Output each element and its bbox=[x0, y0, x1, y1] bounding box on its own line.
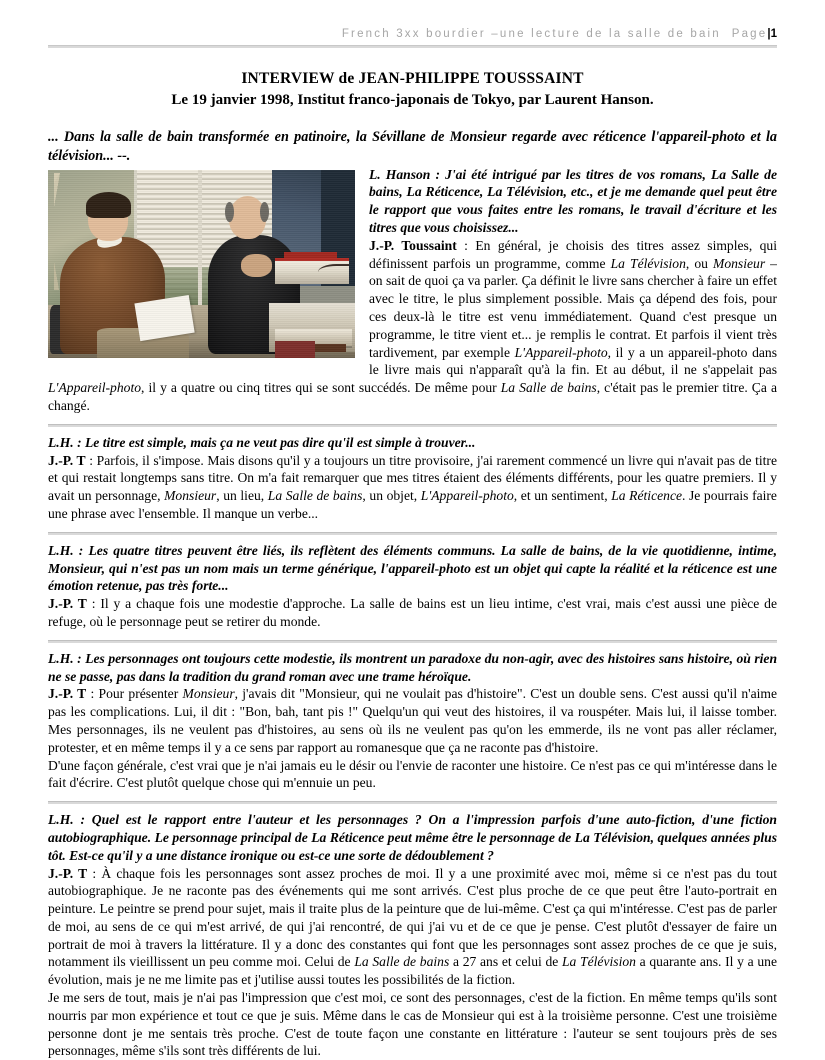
running-header bbox=[48, 0, 777, 41]
page-label: Page bbox=[731, 28, 768, 40]
book-title: La Réticence bbox=[611, 488, 683, 504]
answer-text: , un lieu, bbox=[216, 488, 268, 504]
question-text: quelques années plus tôt. Est-ce qu'il y a une distance ironique ou est-ce une sorte de dédoublement ? bbox=[48, 829, 778, 863]
page-separator: | bbox=[767, 28, 771, 40]
answer-text: – on sait de quoi ça va parler. Ça définit le livre sans chercher à faire un effet avec le titre, le plus simplement possible. Mais ça dépend des fois, pour ces deux-là le titre est venu immédiatement. Quand c'est presque un programme, le titre vient et... je remplis le contrat. Et parfois il vient très tardivement, par exemple bbox=[369, 255, 777, 360]
answer-text: : Parfois, il s'impose. Mais disons qu'il y a toujours un titre provisoire, j'ai rarement commencé un livre qui n'avait pas de titre et qui restait longtemps sans titre. On m'a fait remarquer que mes titres étaient des éléments différents, pour les quatre premiers. Il y avait un personnage, bbox=[48, 452, 777, 504]
answer-text: , j'avais dit "Monsieur, qui ne voulait pas d'histoire". C'est un double sens. C'est aussi qu'il n'aime pas les complications. Lui, il dit : "Bon, bah, tant pis !" Quelqu'un qui veut des histoires, il va rouspéter. Mais lui, il laisse tomber. Mes personnages, ils ne veulent pas d'histoires, au sens où ils ne veulent pas qu'on les emmerde, ils ne vont pas aller réclamer, protester, et en même temps il y a ce sens par rapport au romanesque que ça ne raconte pas d'histoire. bbox=[48, 686, 778, 755]
photo-window-mullion bbox=[198, 170, 202, 309]
question-text: peut même être le personnage de bbox=[384, 829, 575, 845]
question-text: Quel est le rapport entre l'auteur et les personnages ? On a l'impression parfois d'une auto-fiction, d'une fiction autobiographique. Le personnage principal de bbox=[48, 812, 777, 845]
question-text: J'ai été intrigué par les titres de vos romans, bbox=[445, 166, 711, 182]
answer-speaker: J.-P. T bbox=[48, 596, 87, 612]
answer-speaker: J.-P. Toussaint bbox=[369, 237, 457, 253]
running-header-title: French 3xx bourdier –une lecture de la salle de bain bbox=[341, 28, 721, 40]
book-title-bold: Monsieur, bbox=[48, 560, 106, 576]
photo-red-chair bbox=[275, 341, 315, 358]
answer-text: , et un sentiment, bbox=[513, 488, 612, 504]
photo-author-hands bbox=[241, 254, 272, 277]
book-title: La Télévision bbox=[610, 255, 686, 271]
question-text: Les quatre titres peuvent être liés, ils reflètent des éléments communs. bbox=[88, 542, 501, 558]
answer-speaker: J.-P. T bbox=[48, 452, 86, 468]
interview-photo-image bbox=[48, 170, 355, 358]
answer-paragraph bbox=[48, 685, 777, 756]
answer-text: : Il y a chaque fois une modestie d'approche. La salle de bains est un lieu intime, c'est vrai, mais c'est aussi une pièce de refuge, où le personnage peut se retirer du monde. bbox=[48, 596, 777, 629]
answer-text: , ou bbox=[685, 255, 714, 271]
book-title: Monsieur bbox=[182, 686, 235, 702]
book-title: Monsieur bbox=[164, 488, 217, 504]
answer-text: a quarante ans. Il y a une évolution, mais je ne me limite pas et j'utilise aussi toutes les possibilités de la fiction. bbox=[48, 954, 777, 988]
book-title: L'Appareil-photo bbox=[420, 488, 514, 504]
question-text: qui n'est pas un nom mais un terme générique, l'appareil-photo est un objet qui capte la réalité et la réticence est une émotion retenue, pas très forte... bbox=[48, 560, 777, 594]
question-speaker: L.H. : bbox=[48, 434, 85, 450]
book-title: L'Appareil-photo bbox=[48, 380, 142, 396]
answer-paragraph bbox=[48, 595, 777, 631]
interview-content bbox=[48, 166, 777, 1060]
question-text: etc., et je me demande quel peut être le rapport que vous faites entre les romans, le travail d'écriture et les titres que vous choisissez... bbox=[369, 184, 777, 235]
answer-paragraph bbox=[48, 865, 777, 990]
answer-text: : À chaque fois les personnages sont assez proches de moi. Il y a une proximité avec moi, même si ce n'est pas du tout autobiographique. Je ne raconte pas des événements qui me sont arrivés. C'est plus proche de ce que peut être l'auto-portrait en peinture. Le peintre se prend pour sujet, mais il traite plus de la peinture que de lui-même. C'est ça qui m'intéresse. C'est pas de parler de moi, au sens de ce qui m'est arrivé, de qui j'ai rencontré, de qui j'ai vu et de ce que je pense. C'est plutôt d'essayer de faire un portrait de moi à travers la littérature. Il y a donc des constantes qui font que les personnages sont assez proches de ce que je suis, notamment ils vieillissent un peu comme moi. Celui de bbox=[48, 865, 777, 970]
book-title: La Salle de bains bbox=[354, 954, 450, 970]
answer-text: , il y a un appareil-photo dans le livre mais qui n'apparaît qu'à la fin. Et au début, il ne s'appelait pas bbox=[369, 344, 778, 378]
header-divider bbox=[48, 45, 777, 48]
title-block bbox=[48, 68, 777, 112]
answer-speaker: J.-P. T bbox=[48, 865, 88, 881]
answer-text: . Je pourrais faire une phrase avec l'ensemble. Il manque un verbe... bbox=[48, 488, 777, 521]
answer-text: : En général, je choisis des titres assez simples, qui définissent parfois un programme, comme bbox=[369, 237, 777, 271]
answer-text: : Pour présenter bbox=[86, 686, 183, 702]
page-subtitle: Le 19 janvier 1998, Institut franco-japonais de Tokyo, par Laurent Hanson. bbox=[171, 92, 654, 109]
page-title: INTERVIEW de JEAN-PHILIPPE TOUSSSAINT bbox=[241, 69, 584, 87]
book-title-bold: La Télévision, bbox=[574, 829, 655, 845]
question-speaker: L.H. : bbox=[48, 542, 89, 558]
photo-author-hair-left bbox=[225, 202, 234, 223]
section-divider bbox=[48, 801, 777, 804]
answer-speaker: J.-P. T bbox=[48, 686, 87, 702]
photo-author-hair-right bbox=[260, 202, 269, 223]
answer-paragraph: Je me sers de tout, mais je n'ai pas l'impression que c'est moi, ce sont des personnages, c'est de la fiction. En même temps qu'ils sont nourris par mon expérience et tout ce que je suis. Même dans le cas de Monsieur qui est à la troisième personne. C'est une troisième personne dont je me sentais très proche. C'est de toute façon une constante en littérature : l'auteur se sent toujours près de ses personnages, même s'ils sont très différents de lui. bbox=[48, 990, 777, 1059]
section-divider bbox=[48, 532, 777, 535]
interview-photo bbox=[48, 170, 355, 358]
section-divider bbox=[48, 640, 777, 643]
question-text: Les personnages ont toujours cette modestie, ils montrent un paradoxe du non-agir, avec des histoires sans histoire, où rien ne se passe, pas dans la tradition du grand roman avec une trame héroïque. bbox=[48, 650, 777, 684]
question-speaker: L. Hanson : bbox=[369, 166, 446, 182]
question-paragraph bbox=[48, 811, 777, 864]
photo-interviewer-hair bbox=[86, 192, 131, 218]
answer-text: , un objet, bbox=[362, 488, 421, 504]
question-paragraph bbox=[48, 542, 777, 595]
book-title-bold: La Réticence bbox=[311, 829, 385, 845]
book-title: L'Appareil-photo bbox=[514, 344, 608, 360]
page-number: 1 bbox=[770, 28, 777, 40]
book-title-bold: La Salle de bains, La Réticence, La Télévision, bbox=[369, 166, 777, 200]
photo-cable bbox=[318, 264, 349, 277]
book-title: La Salle de bains bbox=[267, 488, 363, 504]
answer-text: , c'était pas le premier titre. Ça a changé. bbox=[48, 380, 777, 413]
book-title-bold: La salle de bains, bbox=[500, 542, 604, 558]
answer-paragraph: D'une façon générale, c'est vrai que je n'ai jamais eu le désir ou l'envie de raconter une histoire. Ce n'est pas ce qui m'intéresse dans le fait d'écrire. C'est plutôt quelque chose qui m'ennuie un peu. bbox=[48, 757, 777, 791]
answer-text: a 27 ans et celui de bbox=[449, 954, 562, 970]
book-title: Monsieur bbox=[713, 255, 766, 271]
question-speaker: L.H. : bbox=[48, 650, 86, 666]
question-paragraph bbox=[48, 650, 777, 686]
answer-text: , il y a quatre ou cinq titres qui se sont succédés. De même pour bbox=[141, 380, 501, 396]
question-speaker: L.H. : bbox=[48, 812, 92, 828]
question-text: de la vie quotidienne, intime, bbox=[603, 542, 777, 558]
question-text: Le titre est simple, mais ça ne veut pas dire qu'il est simple à trouver... bbox=[85, 434, 476, 450]
question-paragraph bbox=[48, 166, 777, 237]
section-divider bbox=[48, 424, 777, 427]
lede-paragraph: ... Dans la salle de bain transformée en patinoire, la Sévillane de Monsieur regarde avec réticence l'appareil-photo et la télévision... --. bbox=[48, 128, 777, 164]
book-title: La Télévision bbox=[562, 954, 636, 970]
book-title: La Salle de bains bbox=[500, 380, 597, 396]
question-paragraph bbox=[48, 434, 777, 452]
answer-paragraph bbox=[48, 452, 777, 523]
